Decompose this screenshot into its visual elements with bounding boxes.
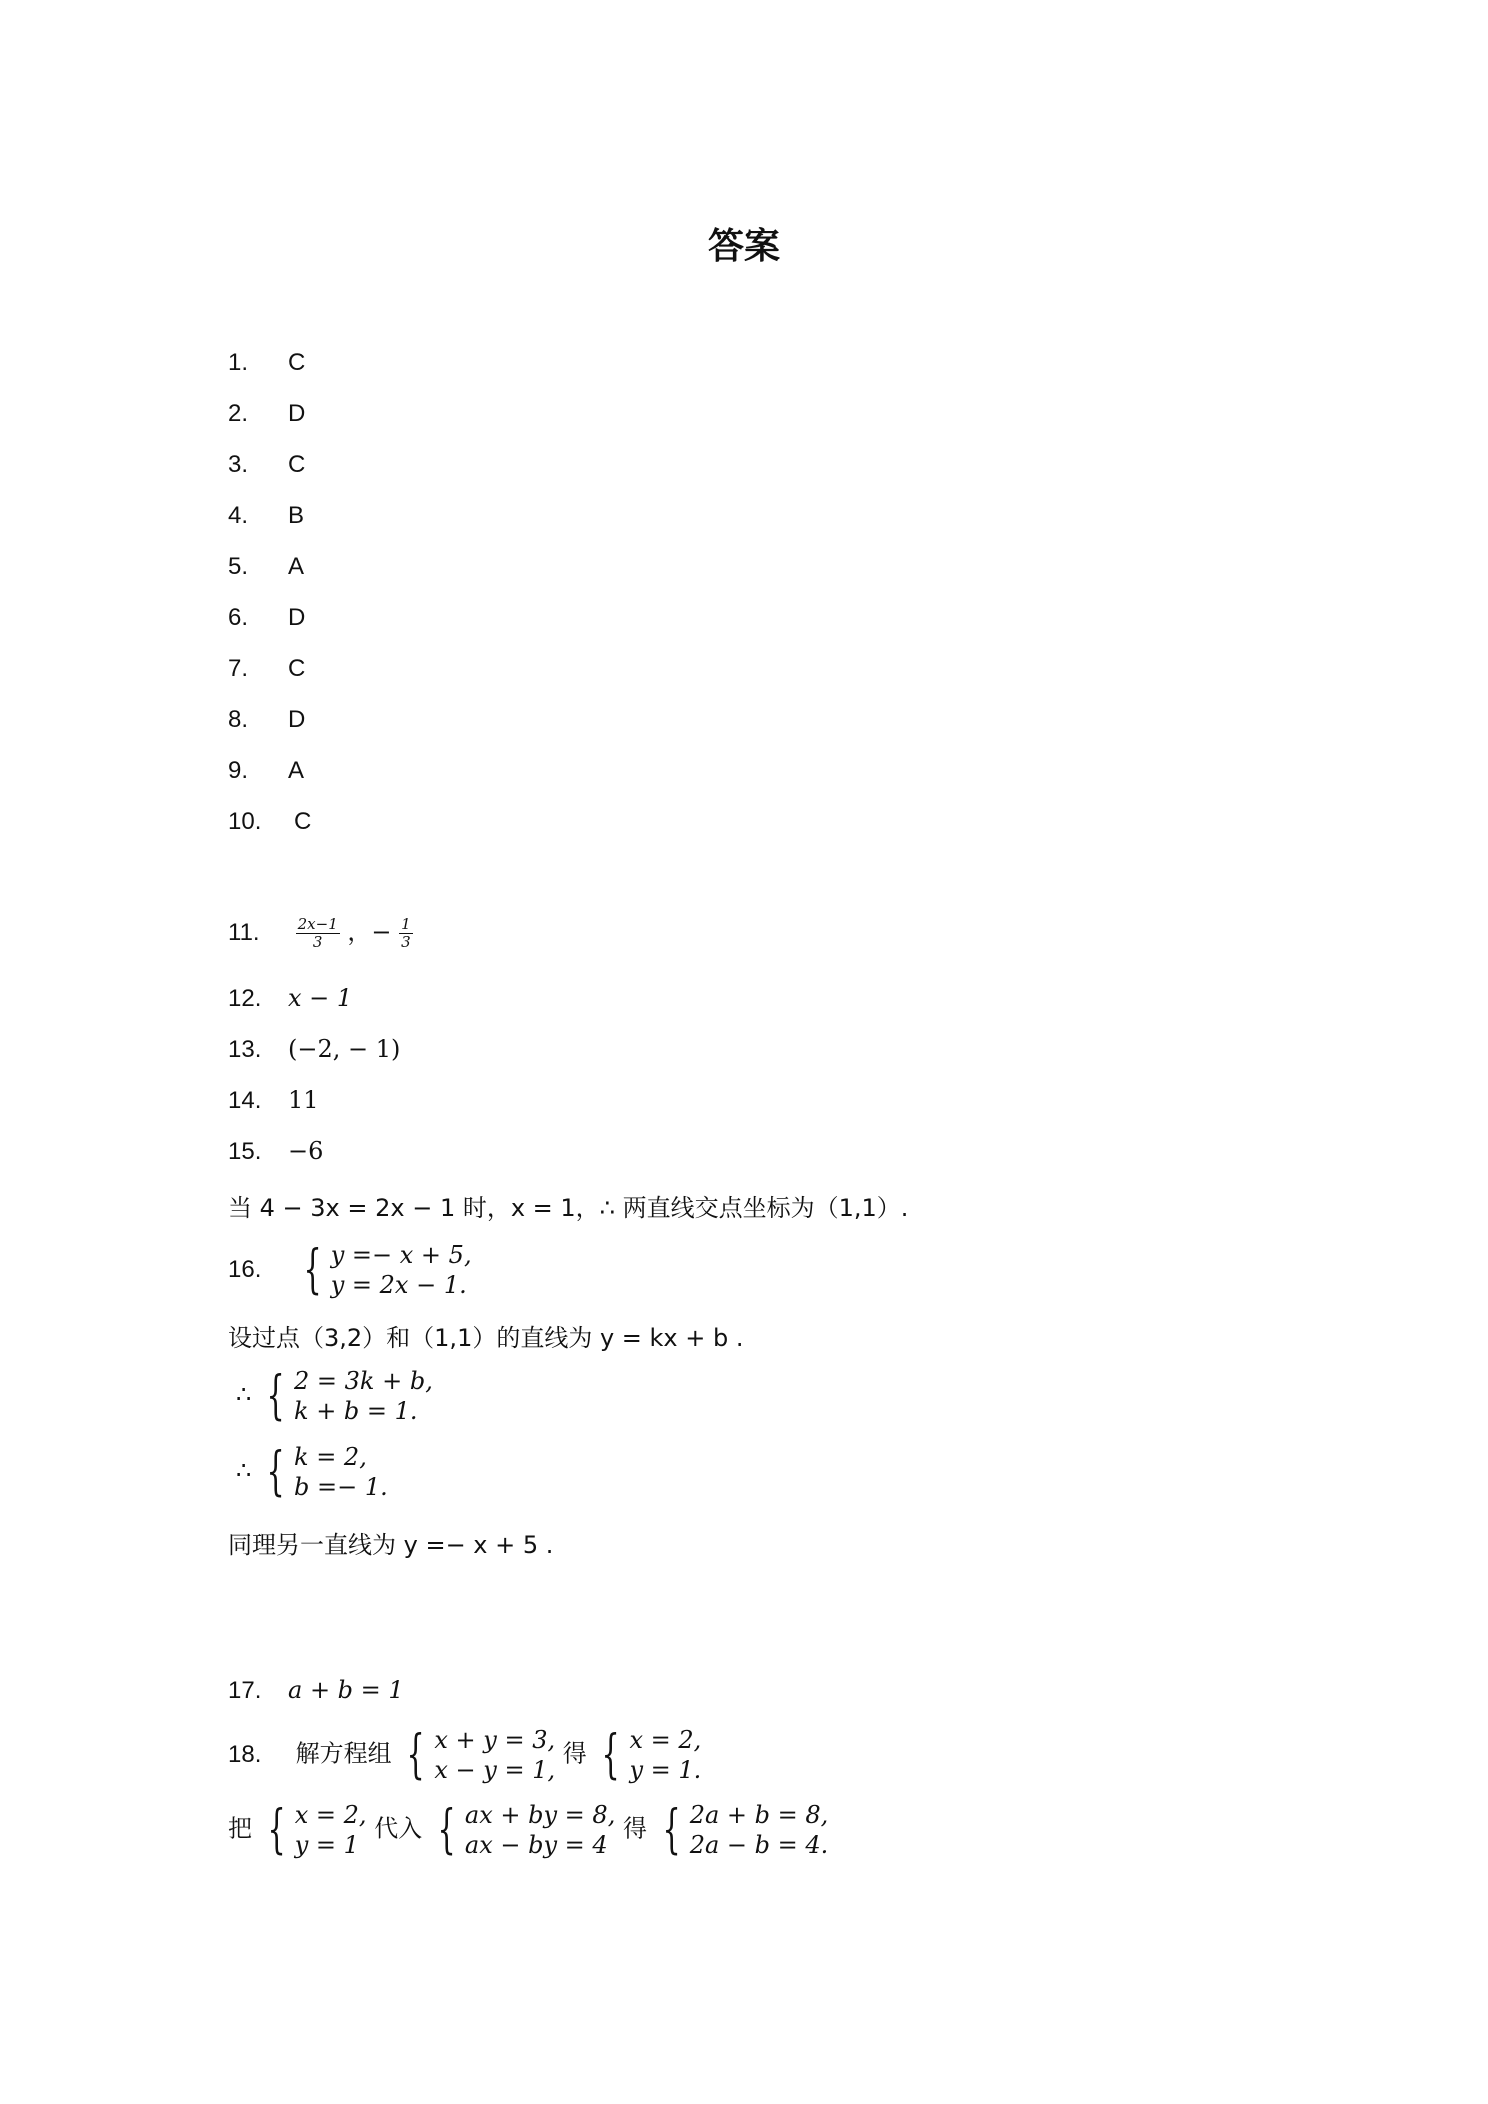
equation-system: ∴ { k = 2, b =− 1. [236,1442,388,1502]
equation-system: ∴ { 2 = 3k + b, k + b = 1. [236,1366,433,1426]
solution-line: 当 4 − 3x = 2x − 1 时，x = 1，∴ 两直线交点坐标为（1,1）. [228,1194,909,1222]
answer-16: 16. { y =− x + 5, y = 2x − 1. [228,1240,472,1300]
page-title: 答案 [707,226,780,267]
solution-line: 把 { x = 2, y = 1 代入 { ax + by = 8, ax − by = 4 得 { 2a + b = 8, 2a − b = 4. [228,1800,829,1860]
solution-line: 设过点（3,2）和（1,1）的直线为 y = kx + b . [228,1324,744,1352]
solution-line: 同理另一直线为 y =− x + 5 . [228,1531,554,1559]
list-item: 5. A [228,553,305,580]
list-item: 9. A [228,757,305,784]
list-item: 1. C [228,349,306,376]
answer-12: 12. x − 1 [228,984,353,1012]
answer-17: 17. a + b = 1 [228,1676,404,1704]
answer-18: 18. 解方程组 { x + y = 3, x − y = 1, 得 { x = 2, y = 1. [228,1725,702,1785]
answer-14: 14. 11 [228,1086,319,1114]
list-item: 7. C [228,655,306,682]
fraction: $\frac{2x-1}{3}$ [297,915,338,951]
list-item: 6. D [228,604,306,631]
answer-11: 11. $\frac{2x-1}{3}$ ，− $\frac{1}{3}$ [228,915,411,951]
answer-15: 15. −6 [228,1137,324,1165]
list-item: 2. D [228,400,306,427]
answer-13: 13. (−2, − 1) [228,1035,401,1063]
list-item: 4. B [228,502,305,529]
list-item: 3. C [228,451,306,478]
fraction: $\frac{1}{3}$ [401,915,411,951]
list-item: 8. D [228,706,306,733]
list-item: 10. C [228,808,312,835]
